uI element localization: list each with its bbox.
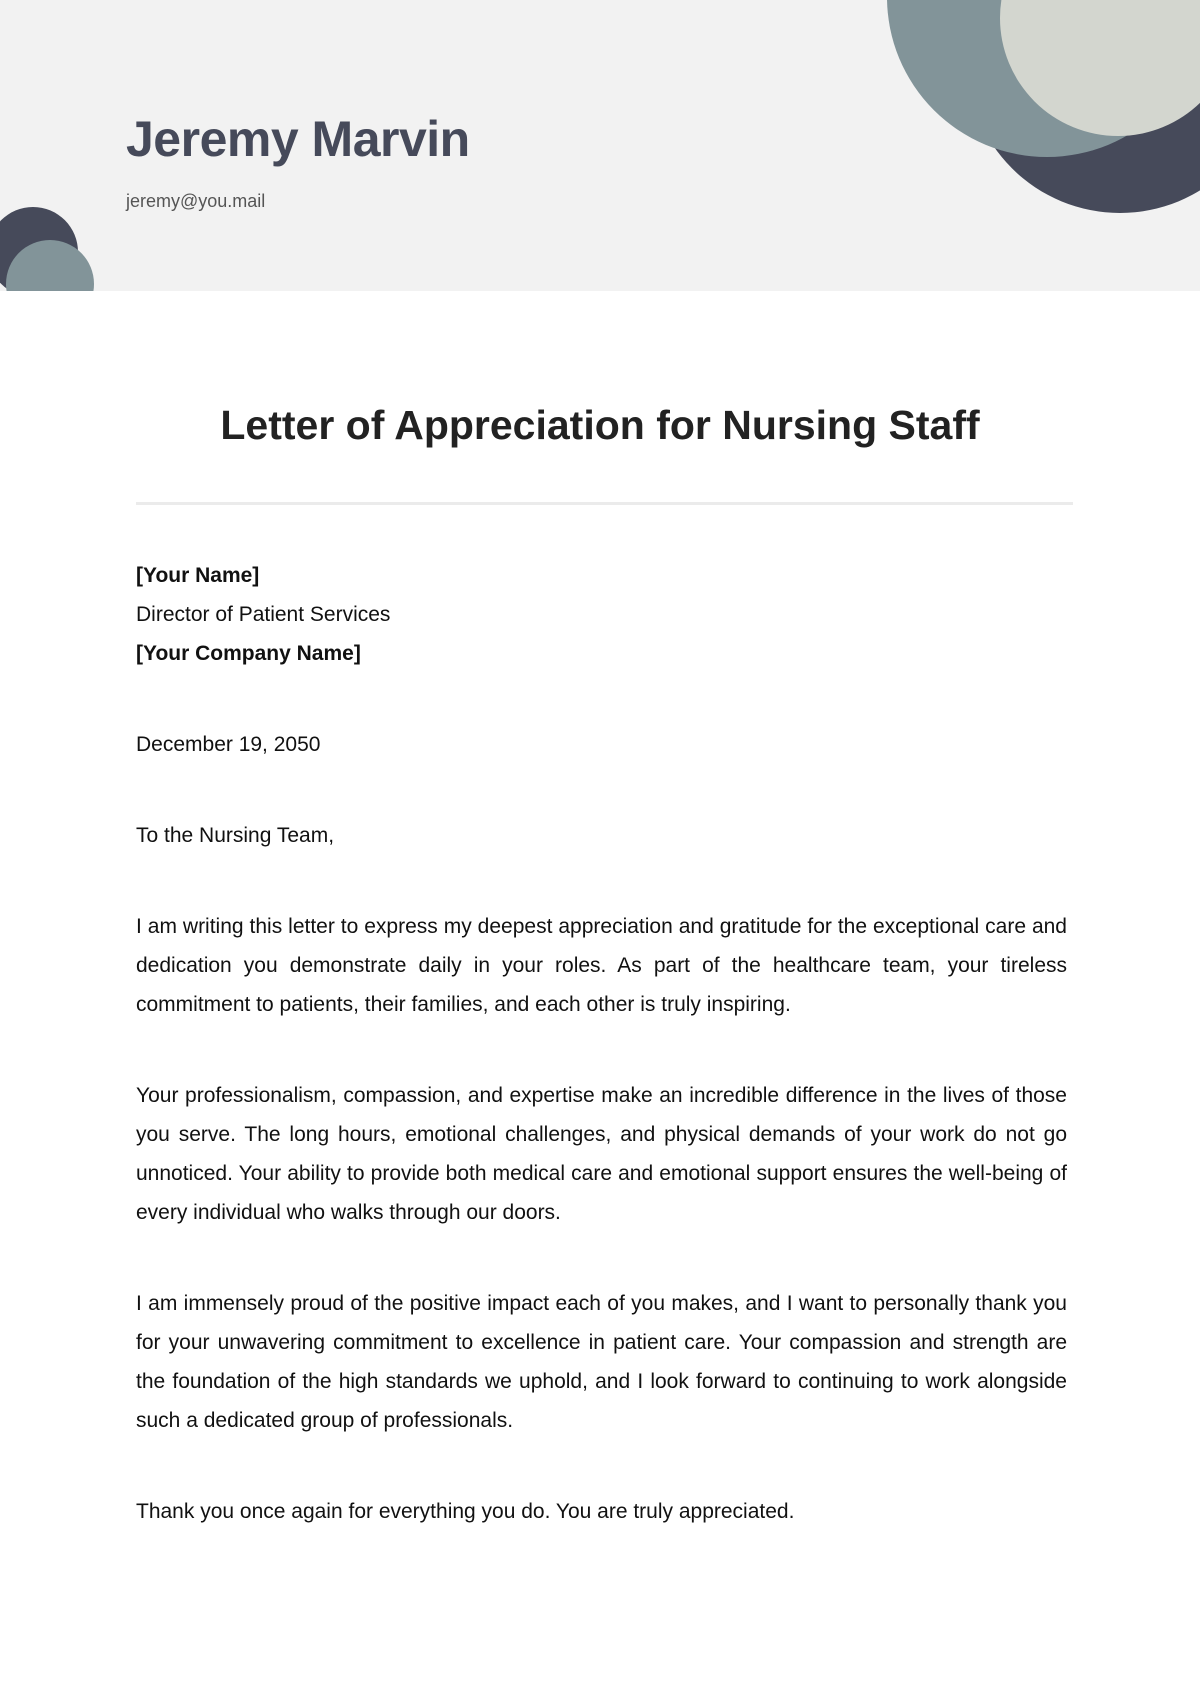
paragraph: I am writing this letter to express my deepest appreciation and gratitude for the exceptional care and dedication you demonstrate daily in your roles. As part of the healthcare team, your tireless commitment to patients, their families, and each other is truly inspiring. — [136, 915, 1067, 1016]
salutation: To the Nursing Team, — [136, 824, 335, 847]
sender-name-heading: Jeremy Marvin — [126, 111, 470, 167]
sender-position: Director of Patient Services — [136, 603, 391, 626]
closing-paragraph: Thank you once again for everything you do. You are truly appreciated. — [136, 1500, 795, 1523]
sender-company: [Your Company Name] — [136, 642, 361, 665]
divider — [136, 502, 1073, 505]
document-title: Letter of Appreciation for Nursing Staff — [220, 402, 980, 448]
paragraph: I am immensely proud of the positive impact each of you makes, and I want to personally thank you for your unwavering commitment to excellence in patient care. Your compassion and strength are the foundation of the high standards we uphold, and I look forward to continuing to work alongside such a dedicated group of professionals. — [136, 1292, 1067, 1432]
paragraph: Your professionalism, compassion, and expertise make an incredible difference in the lives of those you serve. The long hours, emotional challenges, and physical demands of your work do not go unnoticed. Your ability to provide both medical care and emotional support ensures the well-being of every individual who walks through our doors. — [136, 1084, 1067, 1224]
sender-name: [Your Name] — [136, 564, 260, 587]
letter-body — [136, 556, 1067, 1531]
sender-email: jeremy@you.mail — [126, 191, 266, 211]
letterhead — [0, 0, 1200, 291]
letter-date: December 19, 2050 — [136, 733, 321, 756]
